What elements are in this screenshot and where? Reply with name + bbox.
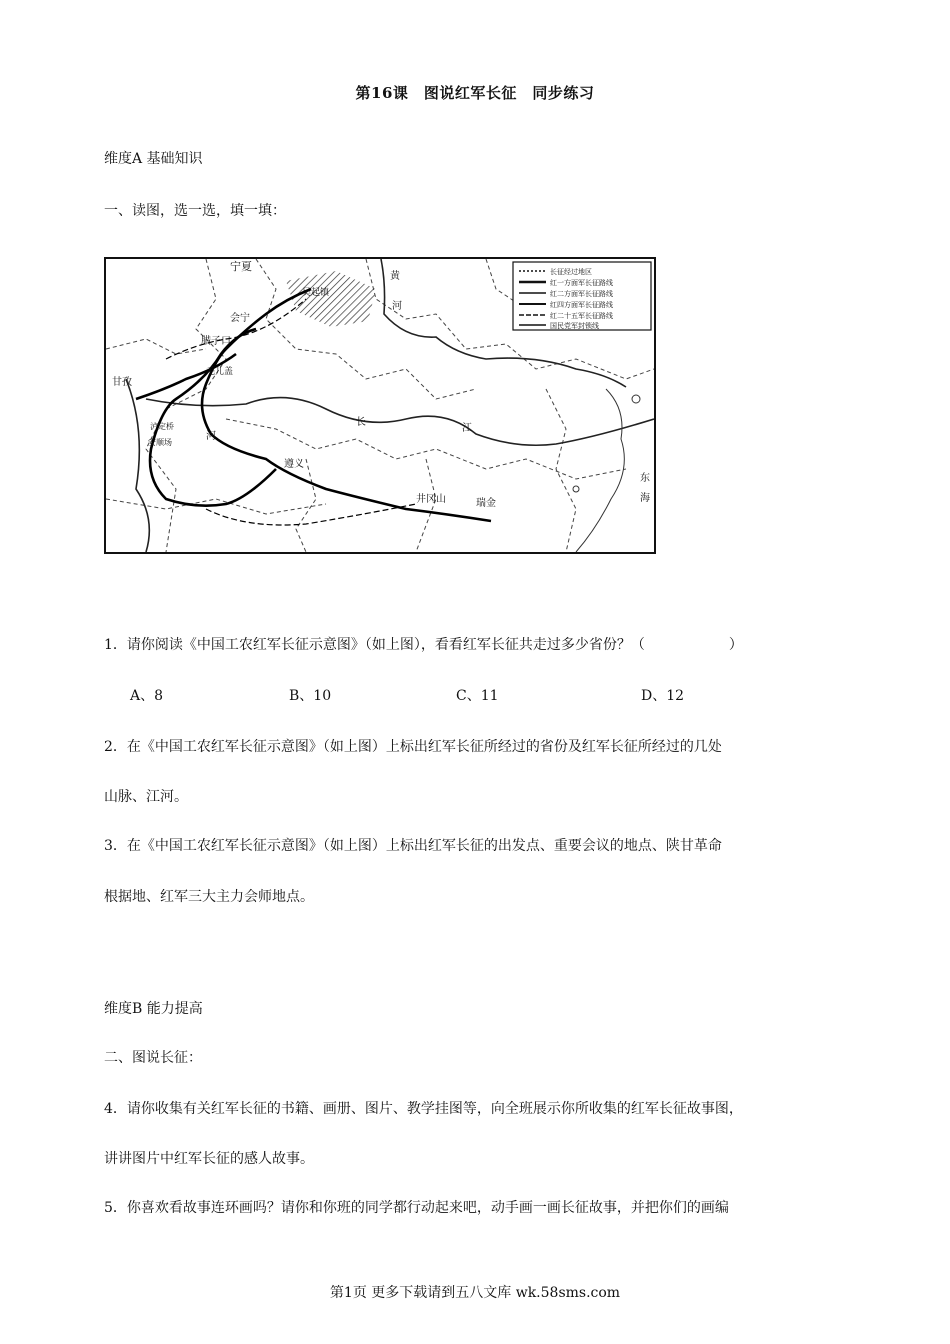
question-2-line-1: 2．在《中国工农红军长征示意图》（如上图）上标出红军长征所经过的省份及红军长征所经过的几处 [104,739,722,755]
section-a-heading: 维度A 基础知识 [104,151,203,167]
map-label: 甘孜 [112,377,132,388]
map-label: 海 [640,493,650,504]
map-label: 安顺场 [148,438,172,447]
map-label: 井冈山 [416,494,446,505]
long-march-map [104,257,656,554]
map-label: 腊子口 [201,336,231,347]
map-label: 吴起镇 [302,288,330,298]
question-3-line-2: 根据地、红军三大主力会师地点。 [104,889,314,905]
question-3-line-1: 3．在《中国工农红军长征示意图》（如上图）上标出红军长征的出发点、重要会议的地点、陕甘革命 [104,838,722,854]
legend-item: 国民党军封锁线 [550,322,599,330]
map-label: 河 [392,301,402,312]
map-label: 毛儿盖 [206,367,234,377]
option-a: A、8 [130,688,164,704]
map-label: 泸定桥 [150,422,174,431]
legend-item: 红二方面军长征路线 [550,290,613,298]
question-4-line-2: 讲讲图片中红军长征的感人故事。 [104,1151,314,1167]
page-title: 第16课 图说红军长征 同步练习 [355,84,595,102]
page-footer: 第1页 更多下载请到五八文库 wk.58sms.com [329,1285,621,1301]
base-area-hatch [286,271,376,327]
question-1: 1．请你阅读《中国工农红军长征示意图》（如上图），看看红军长征共走过多少省份？（ ） [104,637,743,653]
map-label: 河 [206,431,216,442]
option-d: D、12 [641,688,685,704]
legend-item: 长征经过地区 [550,268,592,276]
map-label: 长 [356,417,366,428]
legend-item: 红四方面军长征路线 [550,301,613,309]
map-drawing [106,259,654,552]
question-4-line-1: 4．请你收集有关红军长征的书籍、画册、图片、教学挂图等，向全班展示你所收集的红军长征故事图， [104,1101,743,1117]
map-label: 东 [640,473,650,484]
map-label: 江 [462,423,472,434]
map-label: 宁夏 [230,260,252,273]
map-label: 瑞金 [476,498,496,509]
part-1-heading: 一、读图，选一选，填一填： [104,203,286,219]
option-b: B、10 [289,688,332,704]
map-label: 遵义 [284,459,304,470]
section-b-heading: 维度B 能力提高 [104,1001,203,1017]
map-label: 黄 [390,271,400,282]
question-5-line-1: 5．你喜欢看故事连环画吗？请你和你班的同学都行动起来吧，动手画一画长征故事，并把你们的画编 [104,1200,729,1216]
legend-item: 红二十五军长征路线 [550,312,613,320]
legend-item: 红一方面军长征路线 [550,279,613,287]
part-2-heading: 二、图说长征： [104,1050,202,1066]
question-2-line-2: 山脉、江河。 [104,789,188,805]
map-legend [513,262,651,330]
map-label: 会宁 [230,313,250,324]
coastline [573,389,640,552]
option-c: C、11 [456,688,499,704]
